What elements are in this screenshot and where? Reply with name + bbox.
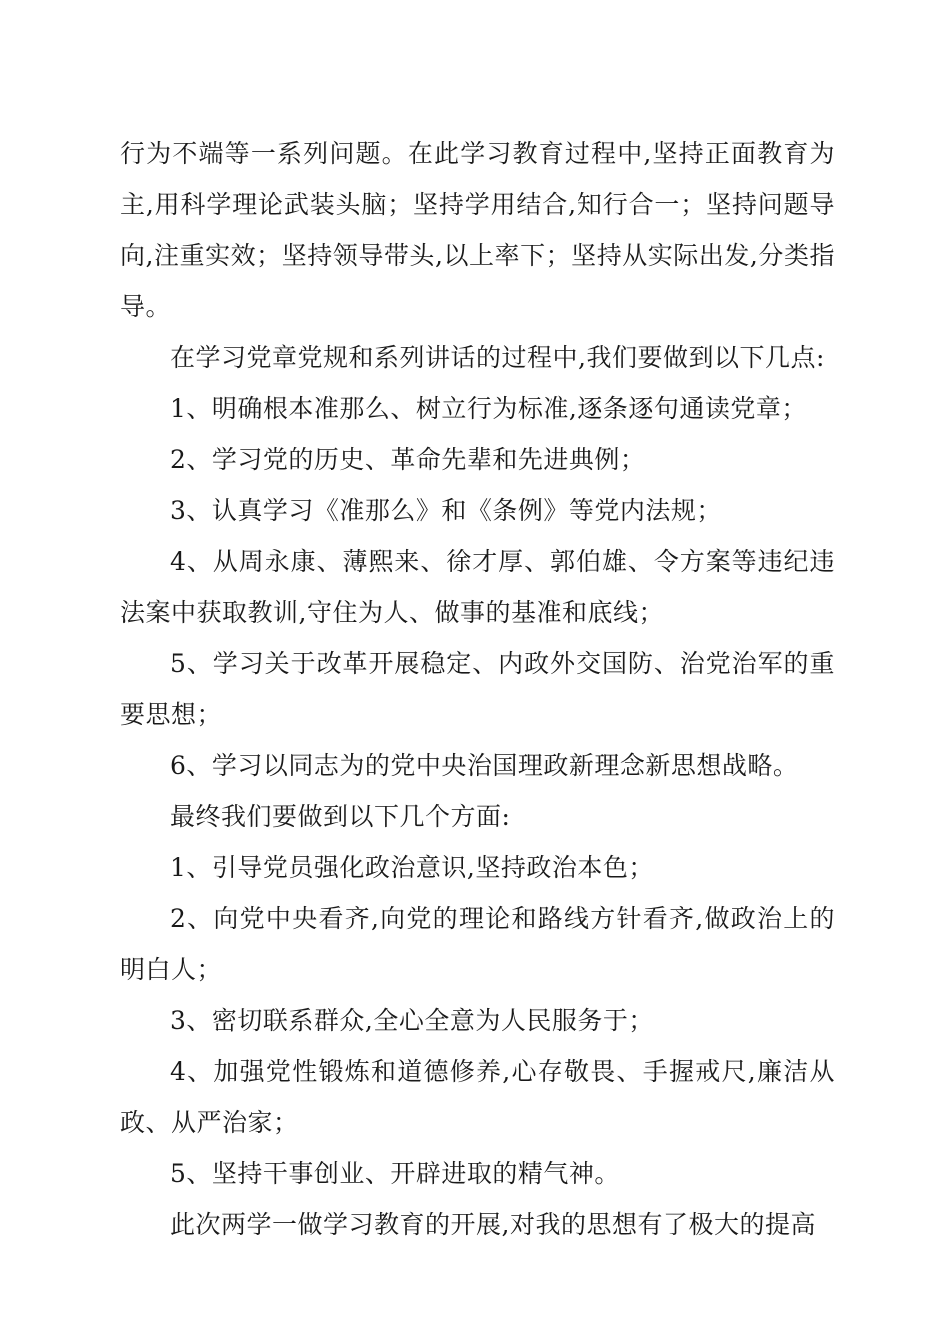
list-item: 2、向党中央看齐,向党的理论和路线方针看齐,做政治上的明白人； bbox=[120, 904, 835, 984]
paragraph-continued: 行为不端等一系列问题。在此学习教育过程中,坚持正面教育为主,用科学理论武装头脑；坚持学用结合,知行合一；坚持问题导向,注重实效；坚持领导带头,以上率下；坚持从实际出发,分类指导。 bbox=[120, 139, 835, 321]
list-item: 5、坚持干事创业、开辟进取的精气神。 bbox=[170, 1159, 620, 1188]
paragraph-intro: 在学习党章党规和系列讲话的过程中,我们要做到以下几点: bbox=[170, 343, 825, 372]
list-item: 3、认真学习《准那么》和《条例》等党内法规； bbox=[170, 496, 722, 525]
paragraph-closing: 此次两学一做学习教育的开展,对我的思想有了极大的提高 bbox=[170, 1210, 816, 1239]
document-body bbox=[120, 128, 835, 1250]
paragraph-intro: 最终我们要做到以下几个方面: bbox=[170, 802, 511, 831]
list-item: 4、加强党性锻炼和道德修养,心存敬畏、手握戒尺,廉洁从政、从严治家； bbox=[120, 1057, 835, 1137]
list-item: 3、密切联系群众,全心全意为人民服务于； bbox=[170, 1006, 654, 1035]
list-item: 2、学习党的历史、革命先辈和先进典例； bbox=[170, 445, 646, 474]
list-item: 5、学习关于改革开展稳定、内政外交国防、治党治军的重要思想； bbox=[120, 649, 835, 729]
list-item: 4、从周永康、薄熙来、徐才厚、郭伯雄、令方案等违纪违法案中获取教训,守住为人、做事的基准和底线； bbox=[120, 547, 835, 627]
list-item: 1、引导党员强化政治意识,坚持政治本色； bbox=[170, 853, 654, 882]
list-item: 6、学习以同志为的党中央治国理政新理念新思想战略。 bbox=[170, 751, 799, 780]
list-item: 1、明确根本准那么、树立行为标准,逐条逐句通读党章； bbox=[170, 394, 807, 423]
